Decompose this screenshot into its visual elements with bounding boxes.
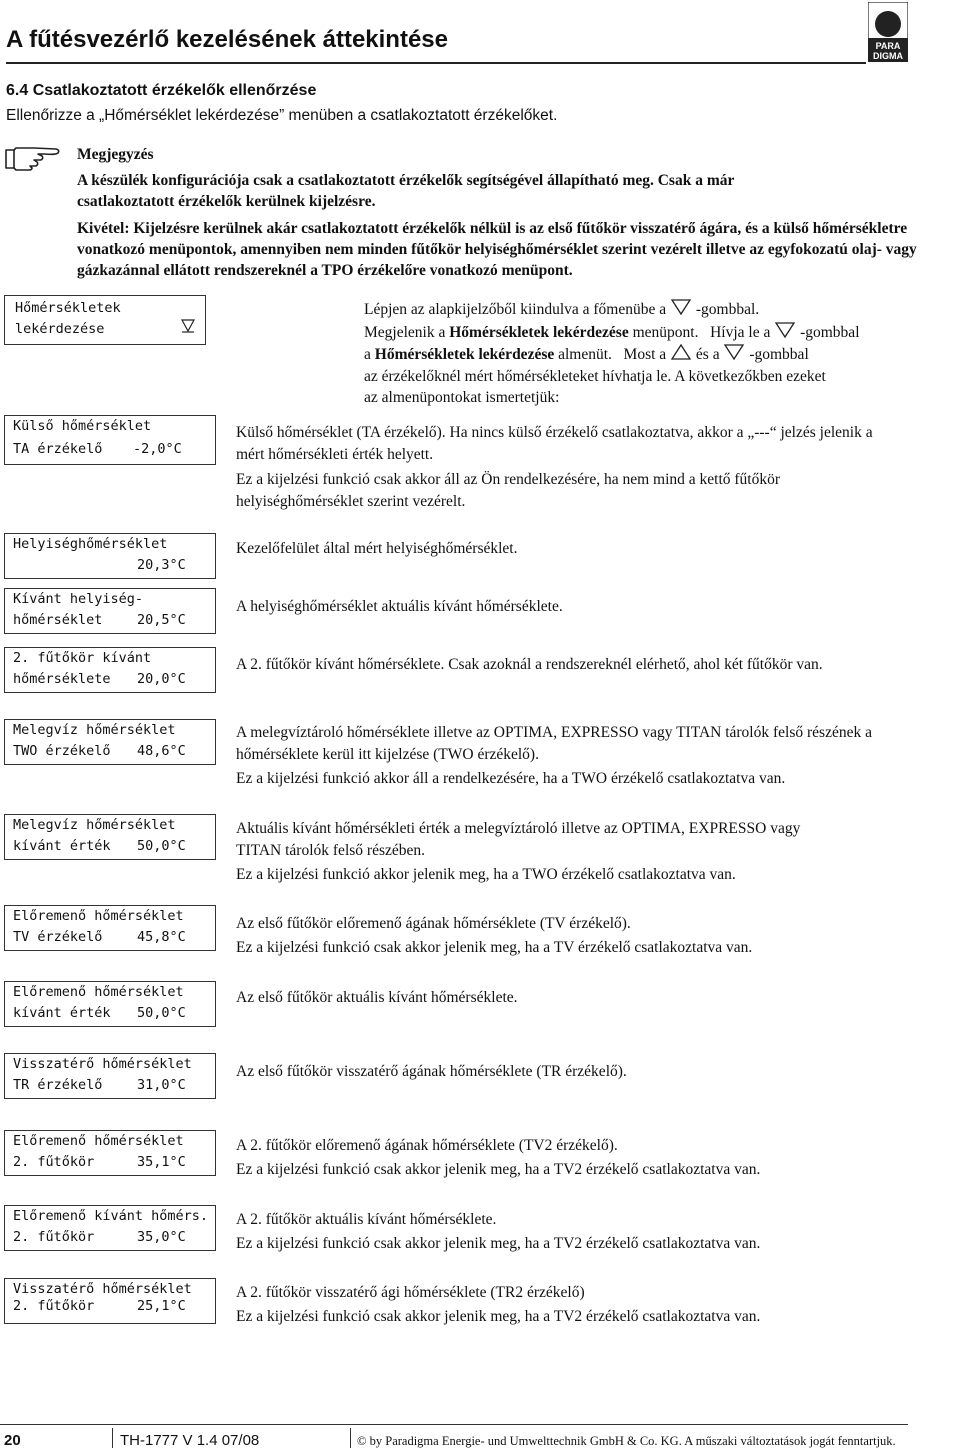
lcd-value: 35,1°C [137,1154,186,1170]
menu-name: Hőmérsékletek lekérdezése [374,346,555,363]
lcd-label: hőmérséklet [13,612,103,628]
lcd-value: 35,0°C [137,1229,186,1245]
instruction-text: Hívja le a [710,323,771,341]
lcd-label: 2. fűtőkör kívánt [13,650,152,666]
description-block [236,1209,936,1255]
description-text: A melegvíztároló hőmérséklete illetve az OPTIMA, EXPRESSO vagy TITAN tárolók felső részének a hőmérséklete kerül itt kijelzése (TWO érzékelő). [236,724,872,763]
instruction-text: az érzékelőknél mért hőmérsékleteket hívhatja le. A következőkben ezeket [364,367,826,385]
description-text: Az első fűtőkör előremenő ágának hőmérséklete (TV érzékelő). [236,915,631,932]
down-button-icon [723,343,745,361]
instruction-text: az almenüpontokat ismertetjük: [364,389,560,406]
instruction-text: almenüt. [558,346,612,363]
description-text: Kezelőfelület által mért helyiséghőmérséklet. [236,540,518,557]
note-paragraph: A készülék konfigurációja csak a csatlakoztatott érzékelők segítségével állapítható meg. Csak a már csatlakoztatott érzékelők kerülnek kijelzésre. [77,172,735,210]
lcd-label: TV érzékelő [13,929,103,945]
instruction-text: és a [695,346,720,363]
lcd-value: 45,8°C [137,929,186,945]
description-block [236,1061,936,1083]
lcd-value: 25,1°C [137,1298,186,1314]
lcd-display-dhw-setpoint [4,814,216,860]
lcd-display-dhw-temp [4,719,216,765]
lcd-label: Melegvíz hőmérséklet [13,722,176,738]
section-intro: Ellenőrizze a „Hőmérséklet lekérdezése” menüben a csatlakoztatott érzékelőket. [6,107,558,124]
instruction-text: Megjelenik a [364,323,446,341]
description-text: Az első fűtőkör visszatérő ágának hőmérséklete (TR érzékelő). [236,1063,627,1080]
description-block [236,422,896,513]
page-number: 20 [4,1432,21,1449]
description-text: Ez a kijelzési funkció csak akkor jelenik meg, ha a TV2 érzékelő csatlakoztatva van. [236,1235,761,1252]
description-text: Az első fűtőkör aktuális kívánt hőmérséklete. [236,989,518,1006]
lcd-value: 20,0°C [137,671,186,687]
lcd-display-flow2-temp [4,1130,216,1176]
description-text: Ez a kijelzési funkció akkor áll a rendelkezésére, ha a TWO érzékelő csatlakoztatva van. [236,770,786,787]
lcd-display-flow-temp [4,905,216,951]
lcd-display-circuit2-setpoint [4,647,216,693]
svg-text:PARA: PARA [875,41,901,51]
description-text: Ez a kijelzési funkció csak akkor jelenik meg, ha a TV érzékelő csatlakoztatva van. [236,939,753,956]
description-block [236,596,916,618]
description-block [236,654,896,676]
lcd-label: Helyiséghőmérséklet [13,536,168,552]
lcd-label: 2. fűtőkör [13,1229,95,1245]
lcd-display-flow-setpoint [4,981,216,1027]
description-text: Ez a kijelzési funkció akkor jelenik meg, ha a TWO érzékelő csatlakoztatva van. [236,866,736,883]
lcd-line: lekérdezése [15,321,105,337]
lcd-value: 20,3°C [137,557,186,573]
lcd-label: Előremenő hőmérséklet [13,984,184,1000]
down-button-icon [670,298,692,316]
lcd-value: 50,0°C [137,1005,186,1021]
down-arrow-icon [181,319,195,333]
footer-rule [0,1424,908,1425]
note-paragraph: Kivétel: Kijelzésre kerülnek akár csatlakoztatott érzékelők nélkül is az első fűtőkör visszatérő ágára, és a külső hőmérsékletre vonatkozó menüpontok, amennyiben nem minden fűtőkör helyiséghőmérséklet szerint vezérelt illetve az egyfokozatú olaj- vagy gázkazánnal ellátott rendszereknél a TPO érzékelőre vonatkozó menüpont. [77,220,917,279]
lcd-label: hőmérséklete [13,671,111,687]
instruction-text: -gombbal [749,346,809,363]
lcd-value: 50,0°C [137,838,186,854]
description-text: Külső hőmérséklet (TA érzékelő). Ha nincs külső érzékelő csatlakoztatva, akkor a „---“ jelzés jelenik a mért hőmérsékleti érték helyett. [236,424,873,463]
lcd-display-flow2-setpoint [4,1205,216,1251]
lcd-label: Előremenő kívánt hőmérs. [13,1208,209,1224]
up-button-icon [670,343,692,361]
description-block [236,538,916,560]
svg-text:DIGMA: DIGMA [873,51,903,61]
lcd-label: 2. fűtőkör [13,1154,95,1170]
lcd-display-menu [4,295,206,345]
lcd-display-return2-temp [4,1278,216,1324]
description-text: A 2. fűtőkör előremenő ágának hőmérséklete (TV2 érzékelő). [236,1137,618,1154]
instruction-text: a [364,346,371,363]
lcd-label: Külső hőmérséklet [13,418,152,434]
description-text: A helyiséghőmérséklet aktuális kívánt hőmérséklete. [236,598,563,615]
lcd-display-outside-temp [4,415,216,465]
instruction-text: -gombbal [800,323,860,341]
description-block [236,722,896,790]
lcd-label: TR érzékelő [13,1077,103,1093]
note-title: Megjegyzés [77,146,154,163]
lcd-label: kívánt érték [13,838,111,854]
description-block [236,818,836,886]
footer-separator [350,1428,351,1448]
description-block [236,987,936,1009]
copyright-notice: © by Paradigma Energie- und Umwelttechnik GmbH & Co. KG. A műszaki változtatások jogát fenntartjuk. [357,1434,896,1448]
lcd-label: Visszatérő hőmérséklet [13,1281,192,1297]
lcd-label: 2. fűtőkör [13,1298,95,1314]
description-text: Ez a kijelzési funkció csak akkor jelenik meg, ha a TV2 érzékelő csatlakoztatva van. [236,1308,761,1325]
description-text: A 2. fűtőkör kívánt hőmérséklete. Csak azoknál a rendszereknél elérhető, ahol két fűtőkör van. [236,656,823,673]
lcd-display-room-temp [4,533,216,579]
description-text: Ez a kijelzési funkció csak akkor áll az Ön rendelkezésére, ha nem mind a kettő fűtőkör helyiséghőmérséklet szerint vezérelt. [236,471,780,510]
lcd-value: 20,5°C [137,612,186,628]
description-block [236,1282,936,1328]
document-id: TH-1777 V 1.4 07/08 [120,1432,260,1449]
header-rule [6,62,866,64]
page-title: A fűtésvezérlő kezelésének áttekintése [6,26,448,53]
footer-separator [112,1428,113,1448]
down-button-icon [774,321,796,339]
lcd-label: Visszatérő hőmérséklet [13,1056,192,1072]
lcd-display-room-setpoint [4,588,216,634]
description-text: A 2. fűtőkör aktuális kívánt hőmérséklete. [236,1211,497,1228]
section-title: 6.4 Csatlakoztatott érzékelők ellenőrzése [6,82,317,99]
paradigma-logo [868,2,908,62]
instruction-text: Lépjen az alapkijelzőből kiindulva a főmenübe a [364,301,667,318]
instruction-text: -gombbal. [695,301,760,318]
description-text: A 2. fűtőkör visszatérő ági hőmérséklete (TR2 érzékelő) [236,1284,585,1301]
lcd-label: Előremenő hőmérséklet [13,908,184,924]
lcd-value: -2,0°C [133,441,182,457]
lcd-label: Kívánt helyiség- [13,591,144,607]
menu-name: Hőmérsékletek lekérdezése [449,323,629,341]
menu-instructions [364,298,860,409]
lcd-label: TA érzékelő [13,441,103,457]
lcd-label: kívánt érték [13,1005,111,1021]
description-text: Aktuális kívánt hőmérsékleti érték a melegvíztároló illetve az OPTIMA, EXPRESSO vagy TITAN tárolók felső részében. [236,820,801,859]
description-block [236,1135,936,1181]
description-block [236,913,936,959]
lcd-display-return-temp [4,1053,216,1099]
pointing-hand-icon [4,142,62,174]
lcd-label: TWO érzékelő [13,743,111,759]
instruction-text: menüpont. [632,323,699,341]
lcd-value: 31,0°C [137,1077,186,1093]
instruction-text: Most a [623,346,667,363]
lcd-label: Melegvíz hőmérséklet [13,817,176,833]
lcd-value: 48,6°C [137,743,186,759]
lcd-label: Előremenő hőmérséklet [13,1133,184,1149]
description-text: Ez a kijelzési funkció csak akkor jelenik meg, ha a TV2 érzékelő csatlakoztatva van. [236,1161,761,1178]
lcd-line: Hőmérsékletek [15,300,121,316]
